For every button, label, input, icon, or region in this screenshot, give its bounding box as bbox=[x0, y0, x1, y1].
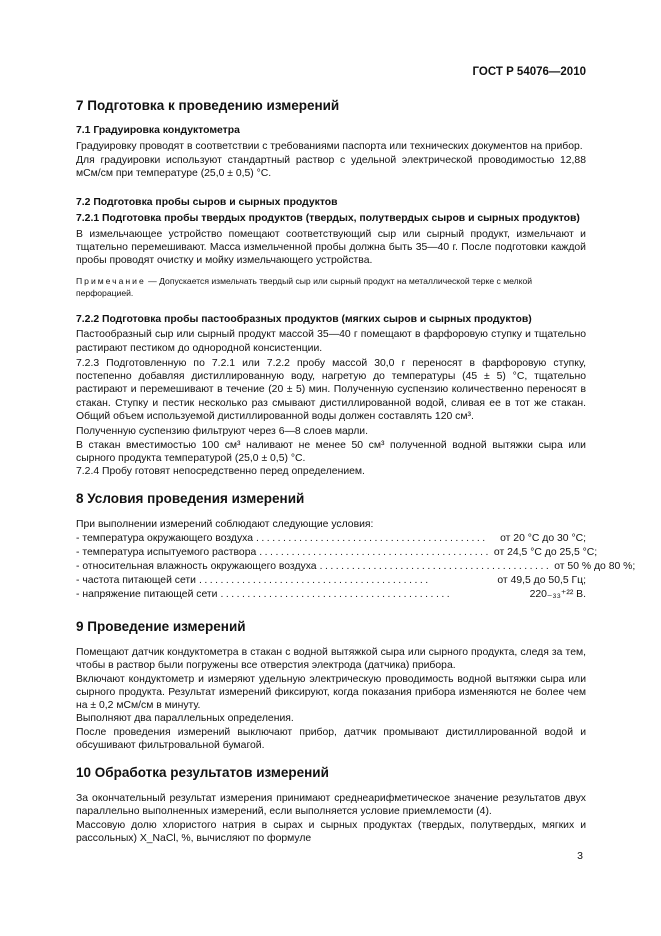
section-10 bbox=[76, 765, 586, 845]
section-8-title: 8 Условия проведения измерений bbox=[76, 491, 305, 506]
section-7-1-title: 7.1 Градуировка кондуктометра bbox=[76, 125, 240, 136]
section-7 bbox=[76, 98, 586, 114]
section-9 bbox=[76, 619, 586, 752]
paragraph: При выполнении измерений соблюдают следующие условия: bbox=[76, 519, 374, 530]
section-9-title: 9 Проведение измерений bbox=[76, 619, 246, 634]
note-label: Примечание bbox=[76, 276, 146, 287]
paragraph: Выполняют два параллельных определения. bbox=[76, 713, 294, 725]
list-item: - температура испытуемого раствора ........................................... от 24,5 °С до 25,5 °С; bbox=[76, 547, 598, 559]
paragraph: После проведения измерений выключают прибор, датчик промывают дистиллированной водой и обсушивают фильтровальной бумагой. bbox=[76, 726, 586, 752]
list-item: - напряжение питающей сети ........................................... 220₋₃₃⁺²² В. bbox=[76, 589, 586, 601]
section-10-title: 10 Обработка результатов измерений bbox=[76, 765, 329, 780]
paragraph: 7.2.3 Подготовленную по 7.2.1 или 7.2.2 пробу массой 30,0 г переносят в фарфоровую ступку, постепенно добавляя дистиллированную воду, нагретую до температуры (45 ± 5) °С, тщательно растирают и перемешивают в течение (20 ± 5) мин. Полученную суспензию количественно переносят в стакан. Ступку и пестик несколько раз смывают дистиллированной водой, сливая ее в тот же стакан. Общий объем используемой дистиллированной воды должен составлять 120 см³. bbox=[76, 357, 586, 423]
paragraph: Градуировку проводят в соответствии с требованиями паспорта или технических документов на прибор. bbox=[76, 141, 583, 153]
section-7-2-title: 7.2 Подготовка пробы сыров и сырных продуктов bbox=[76, 197, 338, 208]
document-id: ГОСТ Р 54076—2010 bbox=[472, 66, 586, 78]
section-7-title: 7 Подготовка к проведению измерений bbox=[76, 98, 340, 113]
paragraph: Помещают датчик кондуктометра в стакан с водной вытяжкой сыра или сырного продукта, следя за тем, чтобы в раствор были погружены все отверстия электрода (датчика) прибора. bbox=[76, 647, 586, 672]
note-text: — Допускается измельчать твердый сыр или сырный продукт на металлической терке с мелкой перфорацией. bbox=[76, 276, 533, 299]
page-number: 3 bbox=[577, 850, 583, 862]
paragraph: За окончательный результат измерения принимают среднеарифметическое значение результатов двух параллельно выполненных измерений, если выполняется условие приемлемости (4). bbox=[76, 793, 586, 818]
note bbox=[76, 275, 586, 299]
section-7-2-2-title: 7.2.2 Подготовка пробы пастообразных продуктов (мягких сыров и сырных продуктов) bbox=[76, 314, 532, 325]
paragraph: В стакан вместимостью 100 см³ наливают не менее 50 см³ полученной водной вытяжки сыра или сырного продукта температурой (25,0 ± 0,5) °С. bbox=[76, 439, 586, 464]
section-7-2 bbox=[76, 196, 586, 299]
list-item: - температура окружающего воздуха ........................................... от 20 °С до 30 °С; bbox=[76, 533, 586, 545]
list-item: - частота питающей сети ........................................... от 49,5 до 50,5 Гц; bbox=[76, 575, 586, 587]
paragraph: Полученную суспензию фильтруют через 6—8 слоев марли. bbox=[76, 426, 368, 438]
conditions-list bbox=[76, 532, 636, 602]
paragraph: Для градуировки используют стандартный раствор с удельной электрической проводимостью 12,88 мСм/см при температуре (25,0 ± 0,5) °С. bbox=[76, 154, 586, 179]
paragraph: Пастообразный сыр или сырный продукт массой 35—40 г помещают в фарфоровую ступку и тщательно растирают пестиком до однородной консистенции. bbox=[76, 329, 586, 354]
section-7-1 bbox=[76, 124, 586, 180]
section-7-2-2 bbox=[76, 313, 586, 479]
paragraph: Включают кондуктометр и измеряют удельную электрическую проводимость водной вытяжки сыра или сырного продукта. Результат измерений фиксируют, когда показания прибора изменяются не более чем на ± 0,2 мСм/см в минуту. bbox=[76, 673, 586, 712]
paragraph: В измельчающее устройство помещают соответствующий сыр или сырный продукт, измельчают и тщательно перемешивают. Масса измельченной пробы должна быть 35—40 г. После подготовки каждой пробы проводят очистку и мойку измельчающего устройства. bbox=[76, 228, 586, 267]
section-7-2-1-title: 7.2.1 Подготовка пробы твердых продуктов (твердых, полутвердых сыров и сырных продуктов) bbox=[76, 213, 580, 225]
section-8 bbox=[76, 491, 636, 602]
paragraph: Массовую долю хлористого натрия в сырах и сырных продуктах (твердых, полутвердых, мягких и рассольных) X_NaCl, %, вычисляют по формуле bbox=[76, 819, 586, 844]
paragraph: 7.2.4 Пробу готовят непосредственно перед определением. bbox=[76, 466, 365, 478]
list-item: - относительная влажность окружающего воздуха ........................................... от 50 % до 80 %; bbox=[76, 561, 636, 573]
